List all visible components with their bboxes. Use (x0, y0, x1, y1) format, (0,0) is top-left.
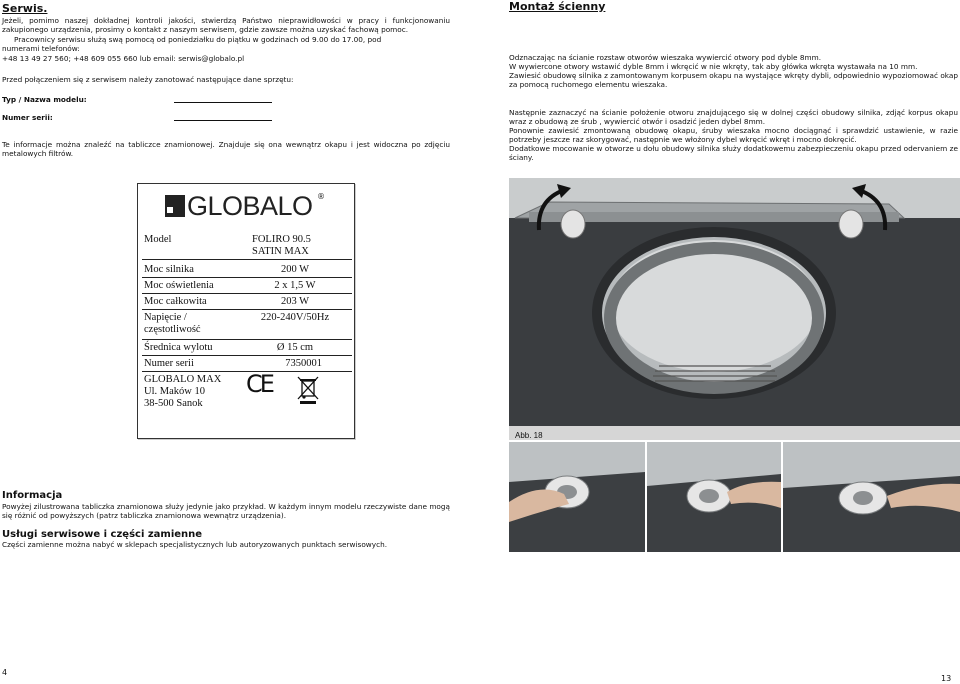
type-model-label: Typ / Nazwa modelu: (2, 95, 87, 104)
weee-bin-icon (296, 375, 320, 405)
plate-row (142, 232, 352, 260)
plate-label: Moc oświetlenia (142, 278, 238, 294)
detail-photo-2 (647, 442, 781, 552)
service-hours: Pracownicy serwisu służą swą pomocą od poniedziałku do piątku w godzinach od 9.00 do 17.00, pod (14, 35, 382, 44)
plate-label: Średnica wylotu (142, 340, 238, 356)
mount-step-2: W wywiercone otwory wstawić dyble 8mm i wkręcić w nie wkręty, tak aby główka wkręta wystawała na 10 mm. (509, 62, 918, 71)
figure-label: Abb. 18 (515, 431, 543, 440)
detail-photo-1-illustration (509, 442, 645, 552)
mounting-photo (509, 178, 960, 440)
plate-row (142, 340, 352, 356)
plate-label: Model (142, 232, 238, 260)
page-number-left: 4 (2, 668, 8, 677)
plate-row (142, 278, 352, 294)
type-model-line (174, 93, 272, 103)
plate-location-info: Te informacje można znaleźć na tabliczce znamionowej. Znajduje się ona wewnątrz okapu i jest widoczna po zdjęciu metalowych filtrów. (2, 140, 450, 159)
detail-photo-2-illustration (647, 442, 781, 552)
plate-value: Ø 15 cm (238, 340, 352, 356)
plate-label: Napięcie / częstotliwość (142, 310, 238, 340)
logo-text: GLOBALO (187, 191, 313, 221)
phones-label: numerami telefonów: (2, 44, 80, 53)
detail-photo-3-illustration (783, 442, 960, 552)
plate-row (142, 260, 352, 278)
plate-value: 7350001 (238, 356, 352, 372)
parts-text: Części zamienne można nabyć w sklepach specjalistycznych lub autoryzowanych punktach serwisowych. (2, 540, 388, 549)
plate-row (142, 310, 352, 340)
plate-address: GLOBALO MAX Ul. Maków 10 38-500 Sanok (144, 374, 222, 409)
service-intro: Jeżeli, pomimo naszej dokładnej kontroli jakości, stwierdzą Państwo nieprawidłowości w pracy i funkcjonowaniu zakupionego urządzenia, prosimy o kontakt z naszym serwisem, gdzie zawsze można uzyskać fachową pomoc. (2, 16, 450, 35)
section-title-wall-mounting: Montaż ścienny (509, 0, 606, 13)
mount-step-3: Zawiesić obudowę silnika z zamontowanym korpusem okapu na wystające wkręty dybli, odpowiednio wypoziomować okap za pomocą ruchomego elementu wieszaka. (509, 71, 958, 90)
logo-square-notch (167, 207, 173, 213)
globalo-logo (165, 192, 325, 220)
plate-row (142, 372, 352, 416)
plate-label: Moc silnika (142, 260, 238, 278)
mount-step-6: Dodatkowe mocowanie w otworze u dołu obudowy silnika służy dodatkowemu zabezpieczeniu okapu przed odervaniem ze ściany. (509, 144, 958, 163)
plate-value: FOLIRO 90.5 SATIN MAX (238, 232, 352, 260)
detail-photo-1 (509, 442, 645, 552)
logo-square-icon (165, 195, 185, 217)
parts-title: Usługi serwisowe i części zamienne (2, 529, 203, 540)
plate-value: 200 W (238, 260, 352, 278)
plate-value: 2 x 1,5 W (238, 278, 352, 294)
plate-marks (238, 372, 352, 416)
registered-mark: ® (317, 192, 325, 201)
plate-value: 220-240V/50Hz (238, 310, 352, 340)
plate-row (142, 294, 352, 310)
info-text: Powyżej zilustrowana tabliczka znamionowa służy jedynie jako przykład. W każdym innym modelu rzeczywiste dane mogą się różnić od powyższych (patrz tabliczka znamionowa wewnątrz urządzenia). (2, 502, 450, 521)
mount-step-1: Odznaczając na ścianie rozstaw otworów wieszaka wywiercić otwory pod dyble 8mm. (509, 53, 822, 62)
rating-plate-table (142, 232, 352, 415)
page-number-right: 13 (941, 674, 952, 683)
info-title: Informacja (2, 490, 63, 501)
before-contact-note: Przed połączeniem się z serwisem należy zanotować następujące dane sprzętu: (2, 75, 294, 84)
mount-step-5: Ponownie zawiesić zmontowaną obudowę okapu, śruby wieszaka mocno dociągnąć i sprawdzić ustawienie, w razie potrzeby jeszcze raz skorygować, następnie we włożony dybel wkręcić wkręt i mocno dokręcić. (509, 126, 958, 145)
mount-step-4: Następnie zaznaczyć na ścianie położenie otworu znajdującego się w dolnej części obudowy silnika, zdjąć korpus okapu wraz z obudową ze śrub , wywiercić otwór i osadzić jeden dybel 8mm. (509, 108, 958, 127)
ce-mark-icon: CE (246, 370, 272, 398)
phones-email: +48 13 49 27 560; +48 609 055 660 lub email: serwis@globalo.pl (2, 54, 245, 63)
plate-label: Numer serii (142, 356, 238, 372)
serial-number-label: Numer serii: (2, 113, 53, 122)
mounting-photo-illustration (509, 178, 960, 440)
plate-value: 203 W (238, 294, 352, 310)
plate-label: Moc całkowita (142, 294, 238, 310)
serial-number-line (174, 111, 272, 121)
detail-photo-3 (783, 442, 960, 552)
section-title-serwis: Serwis. (2, 2, 48, 15)
